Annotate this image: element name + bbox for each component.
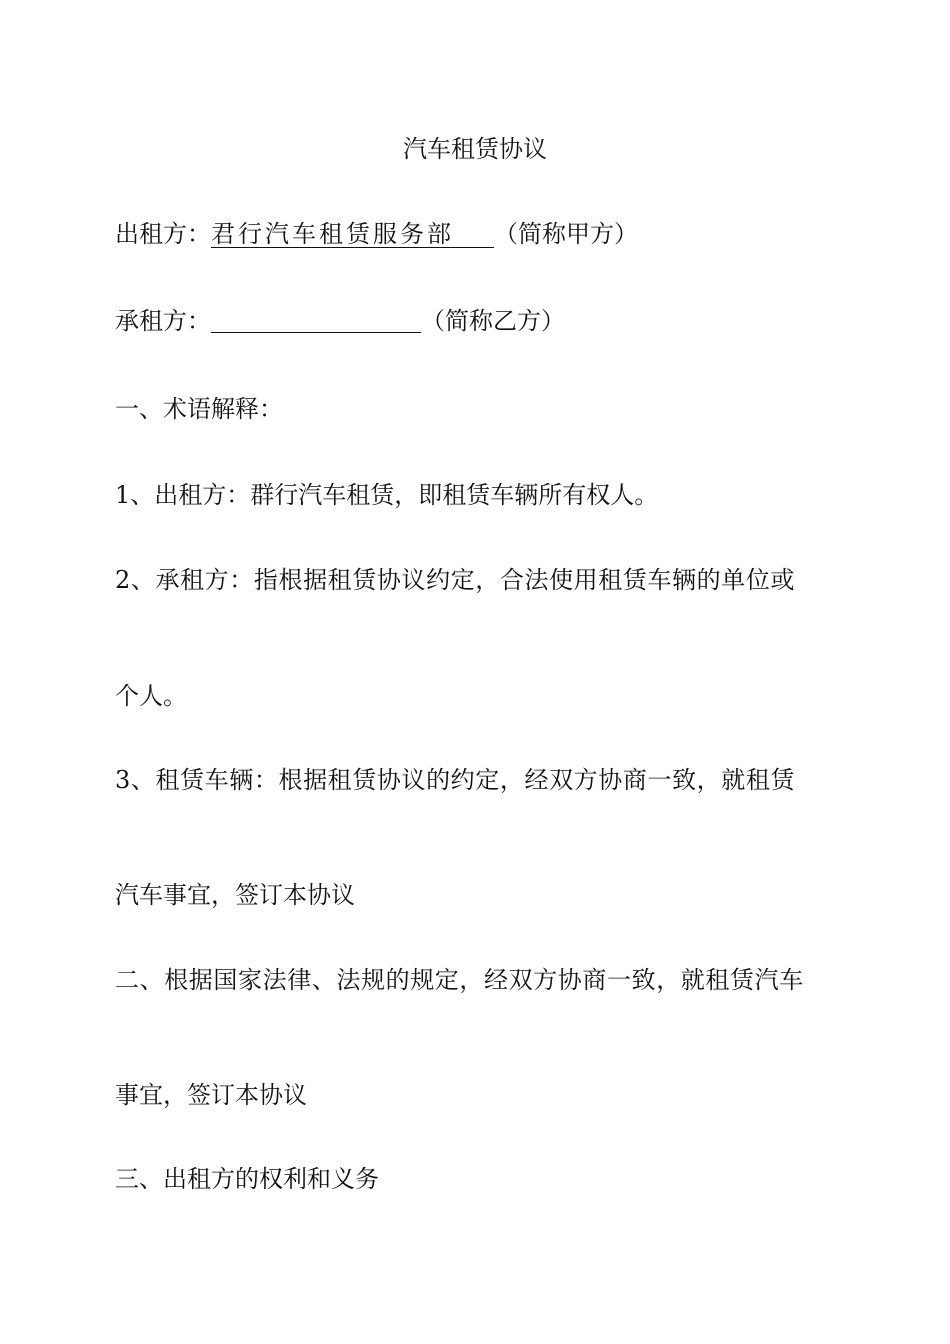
term-item-2-line-2: 个人。 — [115, 682, 187, 710]
section-heading-terms: 一、术语解释： — [115, 395, 283, 423]
lessee-name-blank — [211, 308, 421, 333]
lessee-line — [115, 306, 565, 336]
term-item-3-line-1: 3、租赁车辆：根据租赁协议的约定，经双方协商一致，就租赁 — [115, 766, 796, 794]
lessor-suffix: （简称甲方） — [494, 220, 638, 248]
lessor-line — [115, 219, 638, 249]
lessee-suffix: （简称乙方） — [421, 307, 565, 335]
term-item-1: 1、出租方：群行汽车租赁，即租赁车辆所有权人。 — [115, 481, 659, 509]
lessor-label: 出租方： — [115, 220, 211, 248]
term-item-3-line-2: 汽车事宜，签订本协议 — [115, 881, 355, 909]
section-heading-lessor-rights: 三、出租方的权利和义务 — [115, 1165, 379, 1193]
section-two-line-1: 二、根据国家法律、法规的规定，经双方协商一致，就租赁汽车 — [115, 966, 804, 994]
term-item-2-line-1: 2、承租方：指根据租赁协议约定，合法使用租赁车辆的单位或 — [115, 566, 796, 594]
lessee-label: 承租方： — [115, 307, 211, 335]
lessor-name: 君行汽车租赁服务部 — [211, 221, 494, 248]
document-title: 汽车租赁协议 — [403, 135, 547, 163]
section-two-line-2: 事宜，签订本协议 — [115, 1081, 307, 1109]
